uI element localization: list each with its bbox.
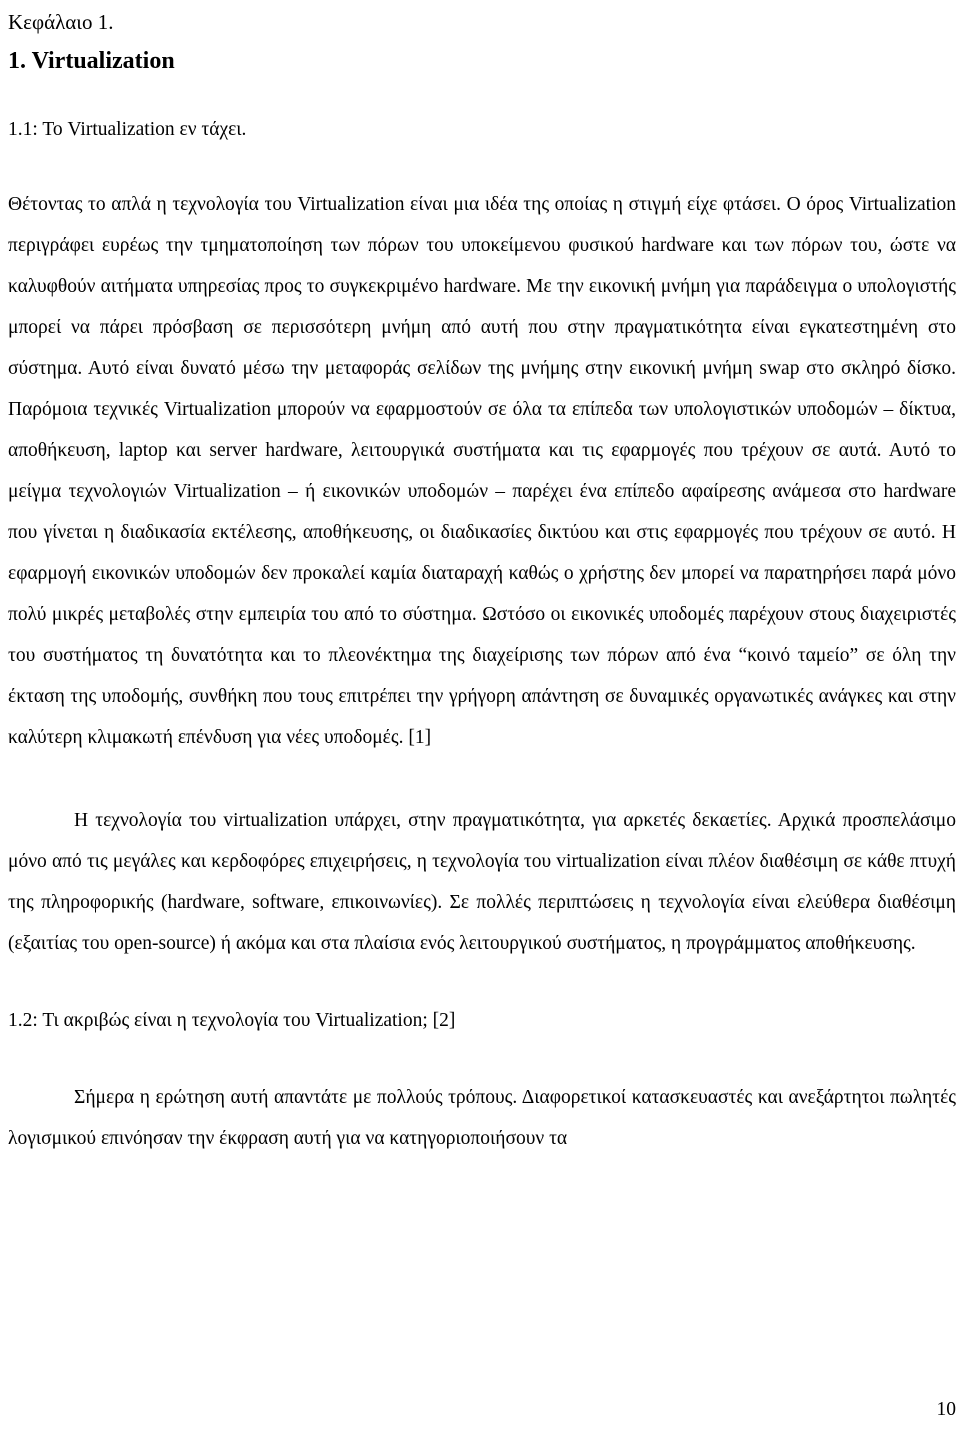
paragraph-virtualization-overview: Θέτοντας το απλά η τεχνολογία του Virtualization είναι μια ιδέα της οποίας η στιγμή είχε φτάσει. Ο όρος Virtualization περιγράφει ευρέως την τμηματοποίηση των πόρων του υποκείμενου φυσικού hardware και των πόρων του, ώστε να καλυφθούν αιτήματα υπηρεσίας προς το συγκεκριμένο hardware. Με την εικονική μνήμη για παράδειγμα ο υπολογιστής μπορεί να πάρει πρόσβαση σε περισσότερη μνήμη από αυτή που στην πραγματικότητα είναι εγκατεστημένη στο σύστημα. Αυτό είναι δυνατό μέσω την μεταφοράς σελίδων της μνήμης στην εικονική μνήμη swap στο σκληρό δίσκο. Παρόμοια τεχνικές Virtualization μπορούν να εφαρμοστούν σε όλα τα επίπεδα των υπολογιστικών υποδομών – δίκτυα, αποθήκευση, laptop και server hardware, λειτουργικά συστήματα και τις εφαρμογές που τρέχουν σε αυτά. Αυτό το μείγμα τεχνολογιών Virtualization – ή εικονικών υποδομών – παρέχει ένα επίπεδο αφαίρεσης ανάμεσα στο hardware που γίνεται η διαδικασία εκτέλεσης, αποθήκευσης, οι διαδικασίες δικτύου και στις εφαρμογές που τρέχουν σε αυτό. Η εφαρμογή εικονικών υποδομών δεν προκαλεί καμία διαταραχή καθώς ο χρήστης δεν μπορεί να παρατηρήσει παρά μόνο πολύ μικρές μεταβολές στην εμπειρία του από το σύστημα. Ωστόσο οι εικονικές υποδομές παρέχουν στους διαχειριστές του συστήματος τη δυνατότητα και το πλεονέκτημα της διαχείρισης των πόρων από ένα “κοινό ταμείο” σε όλη την έκταση της υποδομής, συνθήκη που τους επιτρέπει την γρήγορη απάντηση σε δυναμικές οργανωτικές ανάγκες και στην καλύτερη κλιμακωτή επένδυση για νέες υποδομές. [1]	[8, 194, 956, 748]
section-title-1-1: 1.1: Το Virtualization εν τάχει.	[8, 119, 247, 140]
page-number: 10	[936, 1399, 956, 1420]
paragraph-virtualization-definition: Σήμερα η ερώτηση αυτή απαντάτε με πολλούς τρόπους. Διαφορετικοί κατασκευαστές και ανεξάρτητοι πωλητές λογισμικού επινόησαν την έκφραση αυτή για να κατηγοριοποιήσουν τα	[8, 1087, 956, 1149]
chapter-label: Κεφάλαιο 1.	[8, 10, 114, 34]
chapter-title: 1. Virtualization	[8, 48, 175, 74]
section-title-1-2: 1.2: Τι ακριβώς είναι η τεχνολογία του Virtualization; [2]	[8, 1010, 456, 1031]
paragraph-virtualization-history: Η τεχνολογία του virtualization υπάρχει, στην πραγματικότητα, για αρκετές δεκαετίες. Αρχικά προσπελάσιμο μόνο από τις μεγάλες και κερδοφόρες επιχειρήσεις, η τεχνολογία του virtualization είναι πλέον διαθέσιμη σε κάθε πτυχή της πληροφορικής (hardware, software, επικοινωνίες). Σε πολλές περιπτώσεις η τεχνολογία είναι ελεύθερα διαθέσιμη (εξαιτίας του open-source) ή ακόμα και στα πλαίσια ενός λειτουργικού συστήματος, η προγράμματος αποθήκευσης.	[8, 810, 956, 954]
document-page	[8, 0, 956, 1159]
